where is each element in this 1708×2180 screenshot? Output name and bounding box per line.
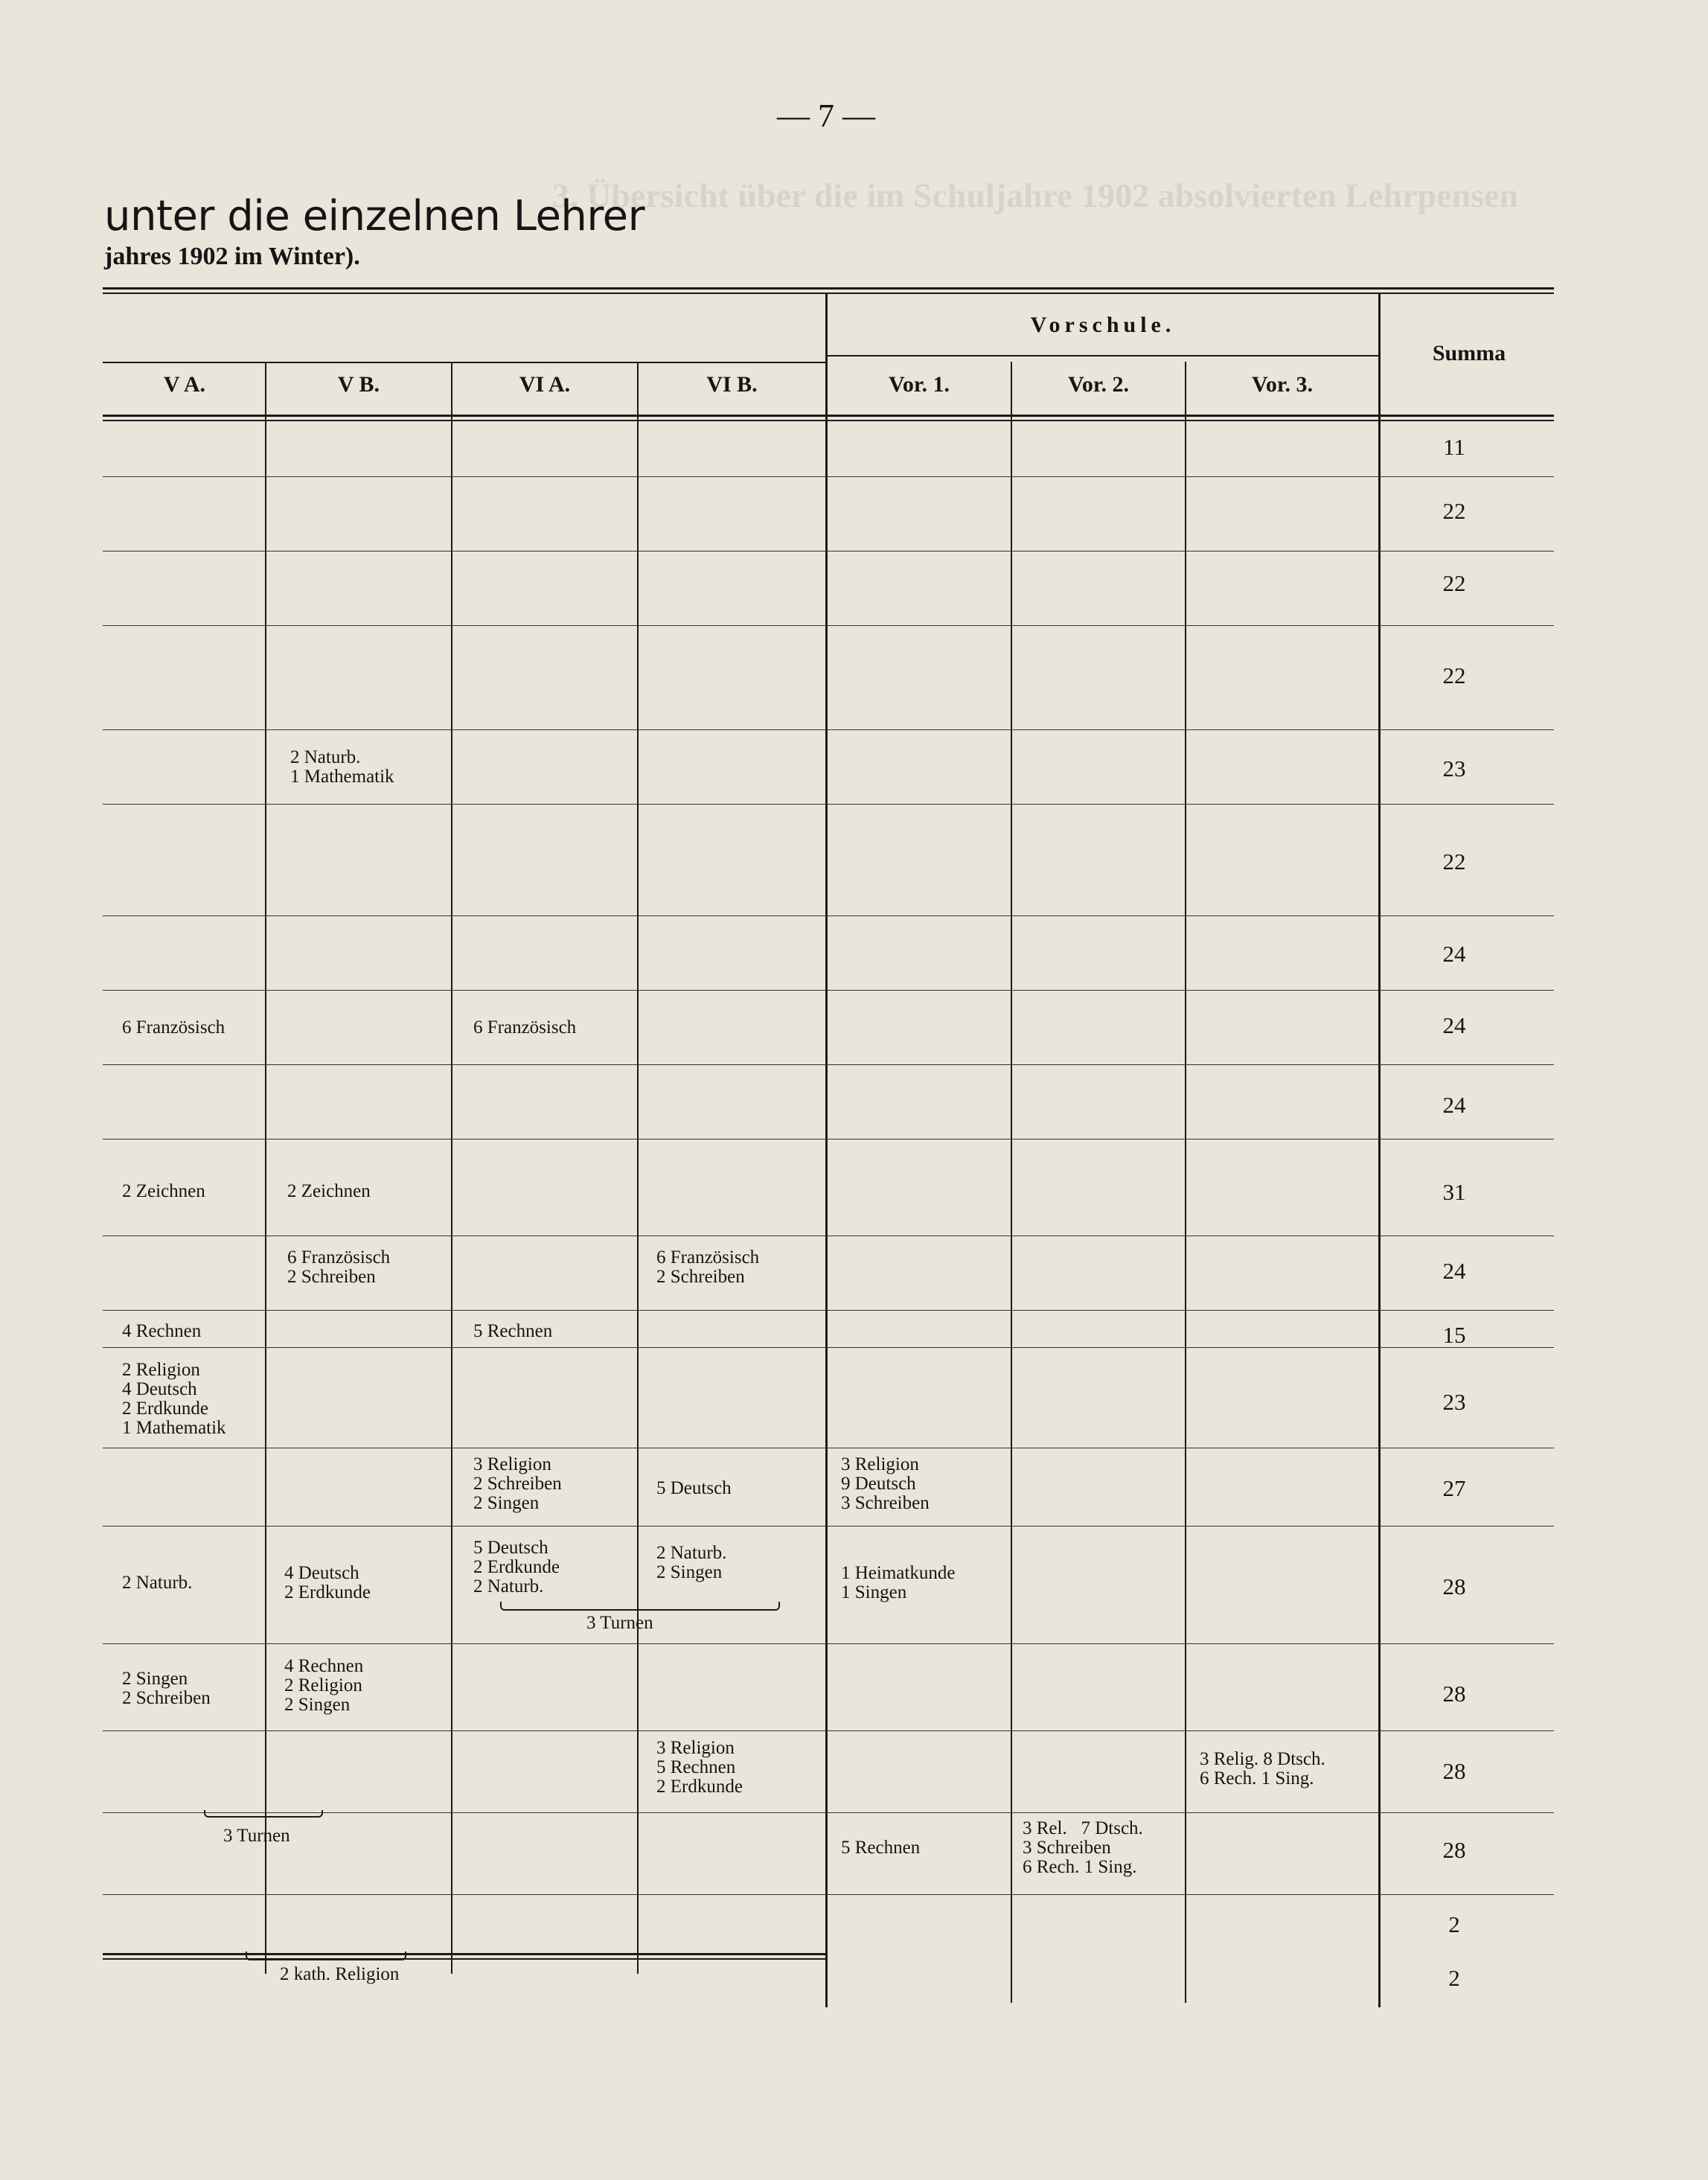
cell-va: 4 Rechnen	[122, 1321, 202, 1341]
row-separator	[103, 1310, 1554, 1311]
table-top-rule	[103, 287, 1554, 290]
header-vor3: Vor. 3.	[1252, 372, 1313, 397]
cell-vib: 2 Naturb. 2 Singen	[656, 1543, 727, 1582]
table-bottom-rule	[103, 1953, 826, 1955]
header-bottom-rule	[103, 415, 1554, 417]
religion-brace	[246, 1952, 406, 1960]
column-divider-va-vb	[265, 362, 266, 1974]
column-divider-vor1-vor2	[1011, 362, 1012, 2003]
summa-value: 2	[1448, 1911, 1460, 1937]
summa-value: 15	[1442, 1322, 1466, 1348]
cell-vb: 2 Naturb. 1 Mathematik	[290, 747, 394, 787]
cell-vib: 6 Französisch 2 Schreiben	[656, 1247, 760, 1287]
cell-via: 3 Religion 2 Schreiben 2 Singen	[473, 1454, 562, 1513]
summa-value: 11	[1443, 434, 1465, 460]
cell-vor3: 3 Relig. 8 Dtsch. 6 Rech. 1 Sing.	[1200, 1749, 1325, 1789]
cell-religion: 2 kath. Religion	[280, 1964, 400, 1984]
cell-via: 6 Französisch	[473, 1017, 577, 1038]
cell-vor1: 5 Rechnen	[841, 1838, 921, 1858]
table-bottom-rule-2	[103, 1958, 826, 1960]
header-vorschule: Vorschule.	[1030, 313, 1176, 337]
row-separator	[103, 476, 1554, 477]
summa-value: 22	[1442, 498, 1466, 524]
summa-value: 24	[1442, 1092, 1466, 1118]
summa-value: 24	[1442, 1258, 1466, 1284]
cell-via: 5 Rechnen	[473, 1321, 553, 1341]
cell-va: 6 Französisch	[122, 1017, 226, 1038]
row-separator	[103, 1643, 1554, 1644]
cell-vib: 3 Religion 5 Rechnen 2 Erdkunde	[656, 1738, 743, 1797]
header-vor1: Vor. 1.	[889, 372, 950, 397]
page-number: — 7 —	[777, 98, 875, 134]
row-separator	[103, 1526, 1554, 1527]
cell-vb: 2 Zeichnen	[287, 1181, 371, 1201]
cell-va: 2 Zeichnen	[122, 1181, 205, 1201]
row-separator	[103, 1064, 1554, 1065]
summa-value: 28	[1442, 1573, 1466, 1599]
cell-vor1: 1 Heimatkunde 1 Singen	[841, 1563, 956, 1602]
bleed-through-heading: 3. Übersicht über die im Schuljahre 1902 absolvierten Lehrpensen	[552, 176, 1518, 214]
row-separator	[103, 1347, 1554, 1348]
cell-vor1: 3 Religion 9 Deutsch 3 Schreiben	[841, 1454, 930, 1513]
row-separator	[103, 915, 1554, 916]
header-vb: V B.	[337, 372, 380, 397]
row-separator	[103, 1894, 1554, 1895]
column-divider-vor2-vor3	[1185, 362, 1186, 2003]
summa-value: 31	[1442, 1179, 1466, 1205]
cell-vb: 4 Rechnen 2 Religion 2 Singen	[284, 1656, 364, 1715]
summa-value: 24	[1442, 941, 1466, 967]
summa-value: 2	[1448, 1965, 1460, 1991]
summa-value: 22	[1442, 662, 1466, 688]
turnen-brace-vi	[500, 1602, 780, 1611]
row-separator	[103, 990, 1554, 991]
summa-value: 27	[1442, 1475, 1466, 1501]
page-title: unter die einzelnen Lehrer	[104, 192, 645, 240]
cell-vib: 5 Deutsch	[656, 1478, 732, 1498]
row-separator	[103, 551, 1554, 552]
header-via: VI A.	[519, 372, 571, 397]
summa-value: 22	[1442, 848, 1466, 875]
cell-vor2: 3 Rel. 7 Dtsch. 3 Schreiben 6 Rech. 1 Sing.	[1023, 1818, 1143, 1877]
header-vib: VI B.	[706, 372, 758, 397]
summa-value: 23	[1442, 1389, 1466, 1415]
column-divider-via-vib	[637, 362, 639, 1974]
header-thin-rule	[103, 362, 826, 363]
row-separator	[103, 729, 1554, 730]
header-va: V A.	[163, 372, 206, 397]
vorschule-rule	[826, 355, 1380, 357]
cell-va: 2 Naturb.	[122, 1573, 193, 1593]
table-top-rule-2	[103, 293, 1554, 294]
column-divider-vb-via	[451, 362, 452, 1974]
cell-vb: 4 Deutsch 2 Erdkunde	[284, 1563, 371, 1602]
header-summa: Summa	[1432, 341, 1506, 365]
cell-va: 2 Religion 4 Deutsch 2 Erdkunde 1 Mathematik	[122, 1360, 226, 1438]
turnen-brace-v	[204, 1810, 323, 1818]
cell-turnen-vi: 3 Turnen	[586, 1613, 653, 1633]
summa-value: 22	[1442, 570, 1466, 596]
summa-value: 28	[1442, 1758, 1466, 1784]
row-separator	[103, 1730, 1554, 1731]
cell-va: 2 Singen 2 Schreiben	[122, 1669, 211, 1708]
row-separator	[103, 625, 1554, 626]
summa-value: 28	[1442, 1837, 1466, 1863]
summa-value: 28	[1442, 1681, 1466, 1707]
header-bottom-rule-2	[103, 420, 1554, 421]
summa-value: 24	[1442, 1012, 1466, 1038]
cell-vb: 6 Französisch 2 Schreiben	[287, 1247, 391, 1287]
cell-turnen-v: 3 Turnen	[223, 1826, 290, 1846]
row-separator	[103, 804, 1554, 805]
page-subtitle: jahres 1902 im Winter).	[104, 243, 360, 270]
header-vor2: Vor. 2.	[1068, 372, 1129, 397]
cell-via: 5 Deutsch 2 Erdkunde 2 Naturb.	[473, 1538, 560, 1596]
summa-value: 23	[1442, 755, 1466, 781]
